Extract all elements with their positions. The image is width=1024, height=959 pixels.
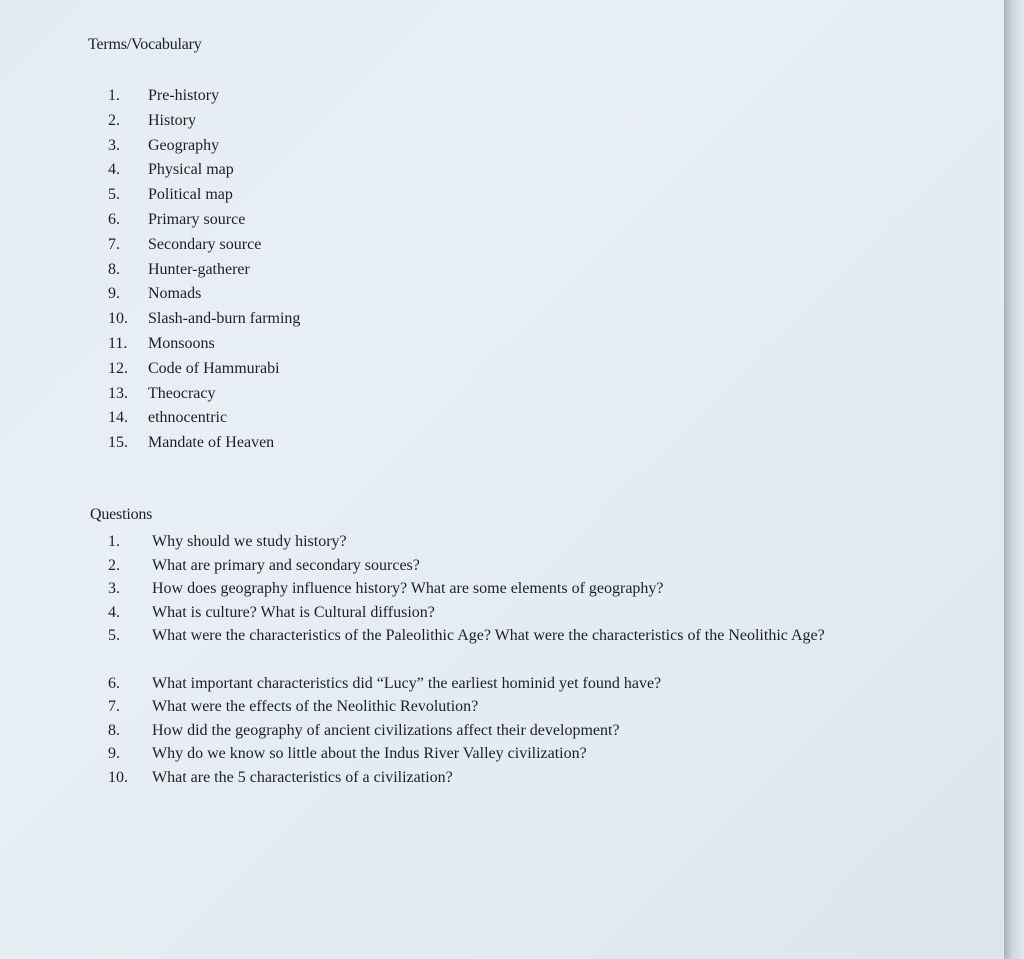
term-text: Geography (148, 136, 220, 154)
item-number: 4. (108, 161, 120, 179)
item-number: 6. (108, 674, 120, 692)
question-text: Why should we study history? (152, 533, 347, 550)
item-number: 12. (108, 359, 128, 377)
term-text: Hunter-gatherer (148, 260, 250, 278)
item-number: 2. (108, 111, 120, 129)
item-number: 10. (108, 768, 128, 786)
questions-heading: Questions (90, 506, 153, 523)
item-number: 2. (108, 556, 120, 574)
question-text: What is culture? What is Cultural diffusion? (152, 603, 435, 621)
item-number: 5. (108, 627, 120, 645)
question-text: What were the effects of the Neolithic Revolution? (152, 698, 479, 716)
term-text: ethnocentric (148, 409, 228, 427)
item-number: 3. (108, 136, 120, 154)
item-number: 8. (108, 260, 120, 278)
question-text: What are primary and secondary sources? (152, 556, 420, 574)
term-text: Secondary source (148, 235, 262, 253)
term-text: Political map (148, 186, 233, 204)
term-text: Primary source (148, 210, 246, 228)
item-number: 9. (108, 745, 120, 763)
item-number: 7. (108, 698, 120, 716)
paper-edge-shadow (1004, 0, 1024, 959)
item-number: 1. (108, 533, 120, 550)
item-number: 8. (108, 721, 120, 739)
term-text: Slash-and-burn farming (148, 310, 301, 328)
term-text: Pre-history (148, 87, 220, 104)
term-text: History (148, 111, 196, 129)
item-number: 4. (108, 603, 120, 621)
item-number: 6. (108, 210, 120, 228)
item-number: 9. (108, 285, 120, 303)
term-text: Code of Hammurabi (148, 359, 280, 377)
question-text: What were the characteristics of the Paleolithic Age? What were the characteristics of the Neolithic Age? (152, 627, 825, 645)
term-text: Monsoons (148, 334, 215, 352)
item-number: 1. (108, 87, 120, 104)
item-number: 11. (108, 334, 128, 352)
item-number: 3. (108, 580, 120, 598)
item-number: 13. (108, 384, 128, 402)
item-number: 7. (108, 235, 120, 253)
term-text: Mandate of Heaven (148, 434, 275, 452)
term-text: Theocracy (148, 384, 216, 402)
item-number: 10. (108, 310, 128, 328)
question-text: What are the 5 characteristics of a civilization? (152, 768, 453, 786)
item-number: 5. (108, 186, 120, 204)
term-text: Nomads (148, 285, 202, 303)
question-text: How did the geography of ancient civilizations affect their development? (152, 721, 620, 739)
term-text: Physical map (148, 161, 234, 179)
question-text: How does geography influence history? What are some elements of geography? (152, 580, 664, 598)
item-number: 14. (108, 409, 128, 427)
item-number: 15. (108, 434, 128, 452)
question-text: Why do we know so little about the Indus River Valley civilization? (152, 745, 587, 763)
question-text: What important characteristics did “Lucy” the earliest hominid yet found have? (152, 674, 662, 692)
terms-heading: Terms/Vocabulary (88, 36, 202, 53)
